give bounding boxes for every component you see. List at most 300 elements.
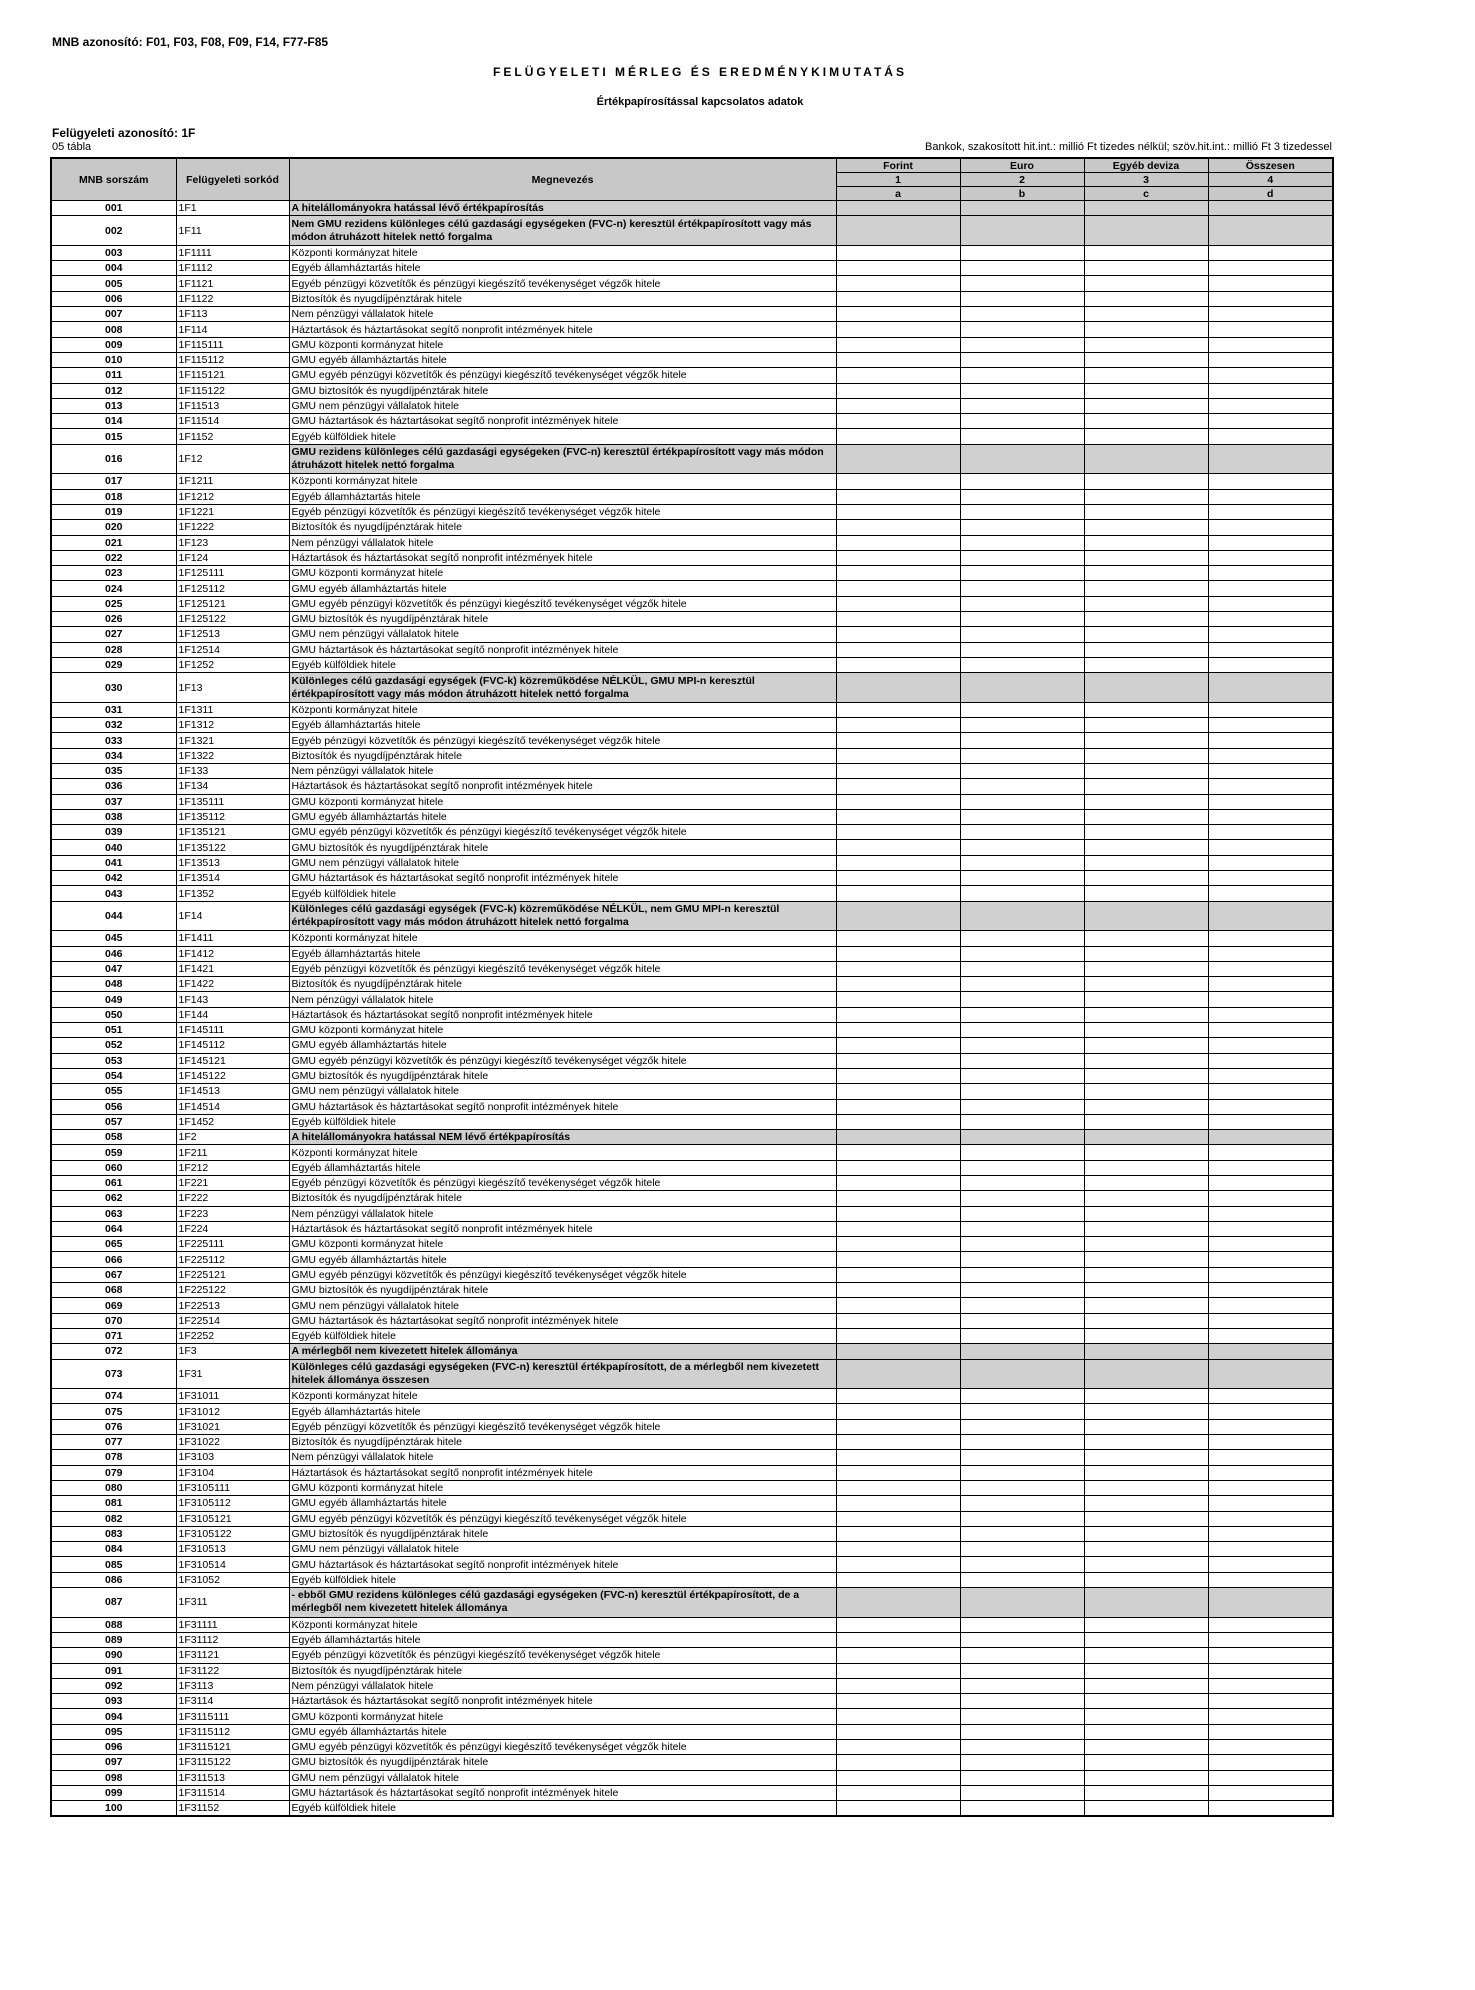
value-cell-forint[interactable] [836,261,960,276]
value-cell-euro[interactable] [960,276,1084,291]
value-cell-total[interactable] [1208,276,1333,291]
value-cell-total[interactable] [1208,886,1333,901]
value-cell-forint[interactable] [836,1480,960,1495]
value-cell-other-currency[interactable] [1084,1801,1208,1817]
value-cell-total[interactable] [1208,581,1333,596]
value-cell-euro[interactable] [960,1206,1084,1221]
value-cell-total[interactable] [1208,291,1333,306]
value-cell-other-currency[interactable] [1084,307,1208,322]
value-cell-euro[interactable] [960,702,1084,717]
value-cell-total[interactable] [1208,1770,1333,1785]
value-cell-forint[interactable] [836,1694,960,1709]
value-cell-total[interactable] [1208,444,1333,474]
value-cell-total[interactable] [1208,1313,1333,1328]
value-cell-forint[interactable] [836,1145,960,1160]
value-cell-total[interactable] [1208,1191,1333,1206]
value-cell-euro[interactable] [960,1267,1084,1282]
value-cell-other-currency[interactable] [1084,1283,1208,1298]
value-cell-other-currency[interactable] [1084,1313,1208,1328]
value-cell-forint[interactable] [836,1099,960,1114]
value-cell-euro[interactable] [960,931,1084,946]
value-cell-other-currency[interactable] [1084,1496,1208,1511]
value-cell-euro[interactable] [960,307,1084,322]
value-cell-forint[interactable] [836,383,960,398]
value-cell-euro[interactable] [960,1480,1084,1495]
value-cell-euro[interactable] [960,1496,1084,1511]
value-cell-other-currency[interactable] [1084,1480,1208,1495]
value-cell-other-currency[interactable] [1084,276,1208,291]
value-cell-total[interactable] [1208,535,1333,550]
value-cell-other-currency[interactable] [1084,1221,1208,1236]
value-cell-other-currency[interactable] [1084,383,1208,398]
value-cell-forint[interactable] [836,809,960,824]
value-cell-other-currency[interactable] [1084,855,1208,870]
value-cell-total[interactable] [1208,1678,1333,1693]
value-cell-euro[interactable] [960,566,1084,581]
value-cell-total[interactable] [1208,550,1333,565]
value-cell-other-currency[interactable] [1084,581,1208,596]
value-cell-forint[interactable] [836,337,960,352]
value-cell-total[interactable] [1208,1709,1333,1724]
value-cell-other-currency[interactable] [1084,1099,1208,1114]
value-cell-forint[interactable] [836,825,960,840]
value-cell-forint[interactable] [836,1617,960,1632]
value-cell-total[interactable] [1208,1267,1333,1282]
value-cell-forint[interactable] [836,596,960,611]
value-cell-forint[interactable] [836,1283,960,1298]
value-cell-total[interactable] [1208,1496,1333,1511]
value-cell-euro[interactable] [960,779,1084,794]
value-cell-other-currency[interactable] [1084,1068,1208,1083]
value-cell-forint[interactable] [836,855,960,870]
value-cell-euro[interactable] [960,596,1084,611]
value-cell-total[interactable] [1208,1130,1333,1145]
value-cell-total[interactable] [1208,1252,1333,1267]
value-cell-other-currency[interactable] [1084,901,1208,931]
value-cell-forint[interactable] [836,1130,960,1145]
value-cell-euro[interactable] [960,855,1084,870]
value-cell-forint[interactable] [836,702,960,717]
value-cell-forint[interactable] [836,1785,960,1800]
value-cell-total[interactable] [1208,627,1333,642]
value-cell-euro[interactable] [960,1755,1084,1770]
value-cell-other-currency[interactable] [1084,871,1208,886]
value-cell-forint[interactable] [836,1435,960,1450]
value-cell-total[interactable] [1208,1557,1333,1572]
value-cell-forint[interactable] [836,1313,960,1328]
value-cell-total[interactable] [1208,779,1333,794]
value-cell-forint[interactable] [836,307,960,322]
value-cell-forint[interactable] [836,352,960,367]
value-cell-euro[interactable] [960,1419,1084,1434]
value-cell-total[interactable] [1208,794,1333,809]
value-cell-other-currency[interactable] [1084,794,1208,809]
value-cell-euro[interactable] [960,1617,1084,1632]
value-cell-euro[interactable] [960,322,1084,337]
value-cell-other-currency[interactable] [1084,1511,1208,1526]
value-cell-total[interactable] [1208,961,1333,976]
value-cell-other-currency[interactable] [1084,1617,1208,1632]
value-cell-total[interactable] [1208,612,1333,627]
value-cell-total[interactable] [1208,1404,1333,1419]
value-cell-euro[interactable] [960,489,1084,504]
value-cell-other-currency[interactable] [1084,1542,1208,1557]
value-cell-other-currency[interactable] [1084,1694,1208,1709]
value-cell-other-currency[interactable] [1084,931,1208,946]
value-cell-other-currency[interactable] [1084,1435,1208,1450]
value-cell-other-currency[interactable] [1084,1770,1208,1785]
value-cell-total[interactable] [1208,871,1333,886]
value-cell-forint[interactable] [836,1801,960,1817]
value-cell-other-currency[interactable] [1084,1450,1208,1465]
value-cell-other-currency[interactable] [1084,642,1208,657]
value-cell-other-currency[interactable] [1084,504,1208,519]
value-cell-forint[interactable] [836,1237,960,1252]
value-cell-euro[interactable] [960,504,1084,519]
value-cell-euro[interactable] [960,748,1084,763]
value-cell-euro[interactable] [960,1038,1084,1053]
value-cell-total[interactable] [1208,1755,1333,1770]
value-cell-other-currency[interactable] [1084,1267,1208,1282]
value-cell-forint[interactable] [836,1557,960,1572]
value-cell-euro[interactable] [960,1770,1084,1785]
value-cell-forint[interactable] [836,322,960,337]
value-cell-euro[interactable] [960,1053,1084,1068]
value-cell-other-currency[interactable] [1084,352,1208,367]
value-cell-other-currency[interactable] [1084,261,1208,276]
value-cell-forint[interactable] [836,871,960,886]
value-cell-other-currency[interactable] [1084,1526,1208,1541]
value-cell-other-currency[interactable] [1084,1252,1208,1267]
value-cell-forint[interactable] [836,1298,960,1313]
value-cell-other-currency[interactable] [1084,1176,1208,1191]
value-cell-forint[interactable] [836,1739,960,1754]
value-cell-euro[interactable] [960,627,1084,642]
value-cell-total[interactable] [1208,763,1333,778]
value-cell-total[interactable] [1208,1038,1333,1053]
value-cell-euro[interactable] [960,1344,1084,1359]
value-cell-other-currency[interactable] [1084,291,1208,306]
value-cell-euro[interactable] [960,1435,1084,1450]
value-cell-forint[interactable] [836,1359,960,1389]
value-cell-forint[interactable] [836,1389,960,1404]
value-cell-forint[interactable] [836,779,960,794]
value-cell-total[interactable] [1208,1617,1333,1632]
value-cell-other-currency[interactable] [1084,1328,1208,1343]
value-cell-total[interactable] [1208,566,1333,581]
value-cell-other-currency[interactable] [1084,627,1208,642]
value-cell-total[interactable] [1208,733,1333,748]
value-cell-total[interactable] [1208,520,1333,535]
value-cell-euro[interactable] [960,886,1084,901]
value-cell-euro[interactable] [960,794,1084,809]
value-cell-total[interactable] [1208,1389,1333,1404]
value-cell-euro[interactable] [960,1632,1084,1647]
value-cell-forint[interactable] [836,1053,960,1068]
value-cell-forint[interactable] [836,398,960,413]
value-cell-total[interactable] [1208,504,1333,519]
value-cell-forint[interactable] [836,1755,960,1770]
value-cell-other-currency[interactable] [1084,840,1208,855]
value-cell-euro[interactable] [960,1313,1084,1328]
value-cell-other-currency[interactable] [1084,1785,1208,1800]
value-cell-forint[interactable] [836,642,960,657]
value-cell-forint[interactable] [836,216,960,246]
value-cell-other-currency[interactable] [1084,1648,1208,1663]
value-cell-forint[interactable] [836,1632,960,1647]
value-cell-total[interactable] [1208,825,1333,840]
value-cell-euro[interactable] [960,1450,1084,1465]
value-cell-euro[interactable] [960,1068,1084,1083]
value-cell-total[interactable] [1208,992,1333,1007]
value-cell-forint[interactable] [836,276,960,291]
value-cell-other-currency[interactable] [1084,886,1208,901]
value-cell-euro[interactable] [960,1099,1084,1114]
value-cell-forint[interactable] [836,612,960,627]
value-cell-euro[interactable] [960,1221,1084,1236]
value-cell-total[interactable] [1208,1465,1333,1480]
value-cell-total[interactable] [1208,809,1333,824]
value-cell-forint[interactable] [836,946,960,961]
value-cell-other-currency[interactable] [1084,337,1208,352]
value-cell-forint[interactable] [836,657,960,672]
value-cell-other-currency[interactable] [1084,1038,1208,1053]
value-cell-forint[interactable] [836,1496,960,1511]
value-cell-euro[interactable] [960,673,1084,703]
value-cell-total[interactable] [1208,1053,1333,1068]
value-cell-other-currency[interactable] [1084,763,1208,778]
value-cell-total[interactable] [1208,1023,1333,1038]
value-cell-other-currency[interactable] [1084,1709,1208,1724]
value-cell-total[interactable] [1208,931,1333,946]
value-cell-total[interactable] [1208,1724,1333,1739]
value-cell-forint[interactable] [836,1709,960,1724]
value-cell-forint[interactable] [836,550,960,565]
value-cell-total[interactable] [1208,1663,1333,1678]
value-cell-total[interactable] [1208,307,1333,322]
value-cell-euro[interactable] [960,291,1084,306]
value-cell-euro[interactable] [960,474,1084,489]
value-cell-other-currency[interactable] [1084,201,1208,216]
value-cell-euro[interactable] [960,961,1084,976]
value-cell-forint[interactable] [836,201,960,216]
value-cell-forint[interactable] [836,794,960,809]
value-cell-other-currency[interactable] [1084,1023,1208,1038]
value-cell-forint[interactable] [836,961,960,976]
value-cell-forint[interactable] [836,1252,960,1267]
value-cell-euro[interactable] [960,992,1084,1007]
value-cell-total[interactable] [1208,1648,1333,1663]
value-cell-euro[interactable] [960,1648,1084,1663]
value-cell-other-currency[interactable] [1084,825,1208,840]
value-cell-total[interactable] [1208,1114,1333,1129]
value-cell-total[interactable] [1208,1328,1333,1343]
value-cell-euro[interactable] [960,1252,1084,1267]
value-cell-total[interactable] [1208,748,1333,763]
value-cell-euro[interactable] [960,977,1084,992]
value-cell-total[interactable] [1208,1480,1333,1495]
value-cell-other-currency[interactable] [1084,1419,1208,1434]
value-cell-forint[interactable] [836,291,960,306]
value-cell-euro[interactable] [960,825,1084,840]
value-cell-total[interactable] [1208,201,1333,216]
value-cell-total[interactable] [1208,1068,1333,1083]
value-cell-forint[interactable] [836,474,960,489]
value-cell-euro[interactable] [960,1359,1084,1389]
value-cell-euro[interactable] [960,245,1084,260]
value-cell-euro[interactable] [960,383,1084,398]
value-cell-euro[interactable] [960,337,1084,352]
value-cell-forint[interactable] [836,535,960,550]
value-cell-other-currency[interactable] [1084,1557,1208,1572]
value-cell-euro[interactable] [960,1526,1084,1541]
value-cell-euro[interactable] [960,1298,1084,1313]
value-cell-forint[interactable] [836,992,960,1007]
value-cell-other-currency[interactable] [1084,1160,1208,1175]
value-cell-total[interactable] [1208,216,1333,246]
value-cell-other-currency[interactable] [1084,718,1208,733]
value-cell-forint[interactable] [836,1038,960,1053]
value-cell-other-currency[interactable] [1084,1724,1208,1739]
value-cell-other-currency[interactable] [1084,1739,1208,1754]
value-cell-euro[interactable] [960,1007,1084,1022]
value-cell-total[interactable] [1208,1542,1333,1557]
value-cell-euro[interactable] [960,612,1084,627]
value-cell-total[interactable] [1208,383,1333,398]
value-cell-euro[interactable] [960,581,1084,596]
value-cell-other-currency[interactable] [1084,414,1208,429]
value-cell-euro[interactable] [960,429,1084,444]
value-cell-euro[interactable] [960,1176,1084,1191]
value-cell-total[interactable] [1208,1160,1333,1175]
value-cell-other-currency[interactable] [1084,612,1208,627]
value-cell-forint[interactable] [836,368,960,383]
value-cell-forint[interactable] [836,718,960,733]
value-cell-other-currency[interactable] [1084,566,1208,581]
value-cell-total[interactable] [1208,718,1333,733]
value-cell-euro[interactable] [960,1283,1084,1298]
value-cell-euro[interactable] [960,535,1084,550]
value-cell-forint[interactable] [836,1404,960,1419]
value-cell-other-currency[interactable] [1084,1344,1208,1359]
value-cell-euro[interactable] [960,1511,1084,1526]
value-cell-other-currency[interactable] [1084,489,1208,504]
value-cell-other-currency[interactable] [1084,702,1208,717]
value-cell-total[interactable] [1208,1176,1333,1191]
value-cell-euro[interactable] [960,1023,1084,1038]
value-cell-forint[interactable] [836,840,960,855]
value-cell-forint[interactable] [836,444,960,474]
value-cell-other-currency[interactable] [1084,733,1208,748]
value-cell-forint[interactable] [836,627,960,642]
value-cell-euro[interactable] [960,1160,1084,1175]
value-cell-forint[interactable] [836,245,960,260]
value-cell-other-currency[interactable] [1084,535,1208,550]
value-cell-total[interactable] [1208,840,1333,855]
value-cell-euro[interactable] [960,1572,1084,1587]
value-cell-other-currency[interactable] [1084,1114,1208,1129]
value-cell-forint[interactable] [836,1724,960,1739]
value-cell-forint[interactable] [836,763,960,778]
value-cell-total[interactable] [1208,1007,1333,1022]
value-cell-total[interactable] [1208,368,1333,383]
value-cell-total[interactable] [1208,489,1333,504]
value-cell-total[interactable] [1208,1450,1333,1465]
value-cell-total[interactable] [1208,1283,1333,1298]
value-cell-other-currency[interactable] [1084,1663,1208,1678]
value-cell-other-currency[interactable] [1084,474,1208,489]
value-cell-total[interactable] [1208,1739,1333,1754]
value-cell-other-currency[interactable] [1084,429,1208,444]
value-cell-forint[interactable] [836,414,960,429]
value-cell-other-currency[interactable] [1084,977,1208,992]
value-cell-euro[interactable] [960,871,1084,886]
value-cell-other-currency[interactable] [1084,245,1208,260]
value-cell-other-currency[interactable] [1084,992,1208,1007]
value-cell-forint[interactable] [836,429,960,444]
value-cell-total[interactable] [1208,1084,1333,1099]
value-cell-other-currency[interactable] [1084,1755,1208,1770]
value-cell-forint[interactable] [836,566,960,581]
value-cell-forint[interactable] [836,673,960,703]
value-cell-forint[interactable] [836,1648,960,1663]
value-cell-forint[interactable] [836,1678,960,1693]
value-cell-total[interactable] [1208,1785,1333,1800]
value-cell-other-currency[interactable] [1084,1130,1208,1145]
value-cell-total[interactable] [1208,1099,1333,1114]
value-cell-total[interactable] [1208,322,1333,337]
value-cell-other-currency[interactable] [1084,520,1208,535]
value-cell-forint[interactable] [836,1450,960,1465]
value-cell-euro[interactable] [960,718,1084,733]
value-cell-euro[interactable] [960,1084,1084,1099]
value-cell-total[interactable] [1208,1511,1333,1526]
value-cell-total[interactable] [1208,1435,1333,1450]
value-cell-euro[interactable] [960,1130,1084,1145]
value-cell-other-currency[interactable] [1084,1632,1208,1647]
value-cell-other-currency[interactable] [1084,809,1208,824]
value-cell-total[interactable] [1208,414,1333,429]
value-cell-total[interactable] [1208,474,1333,489]
value-cell-euro[interactable] [960,550,1084,565]
value-cell-total[interactable] [1208,1801,1333,1817]
value-cell-euro[interactable] [960,1785,1084,1800]
value-cell-euro[interactable] [960,201,1084,216]
value-cell-total[interactable] [1208,1632,1333,1647]
value-cell-other-currency[interactable] [1084,1206,1208,1221]
value-cell-euro[interactable] [960,1557,1084,1572]
value-cell-euro[interactable] [960,1709,1084,1724]
value-cell-total[interactable] [1208,398,1333,413]
value-cell-other-currency[interactable] [1084,673,1208,703]
value-cell-total[interactable] [1208,642,1333,657]
value-cell-other-currency[interactable] [1084,1007,1208,1022]
value-cell-euro[interactable] [960,216,1084,246]
value-cell-forint[interactable] [836,1542,960,1557]
value-cell-euro[interactable] [960,1588,1084,1618]
value-cell-total[interactable] [1208,946,1333,961]
value-cell-total[interactable] [1208,1572,1333,1587]
value-cell-total[interactable] [1208,1359,1333,1389]
value-cell-euro[interactable] [960,1328,1084,1343]
value-cell-other-currency[interactable] [1084,550,1208,565]
value-cell-other-currency[interactable] [1084,1465,1208,1480]
value-cell-other-currency[interactable] [1084,444,1208,474]
value-cell-euro[interactable] [960,763,1084,778]
value-cell-other-currency[interactable] [1084,368,1208,383]
value-cell-euro[interactable] [960,444,1084,474]
value-cell-other-currency[interactable] [1084,1404,1208,1419]
